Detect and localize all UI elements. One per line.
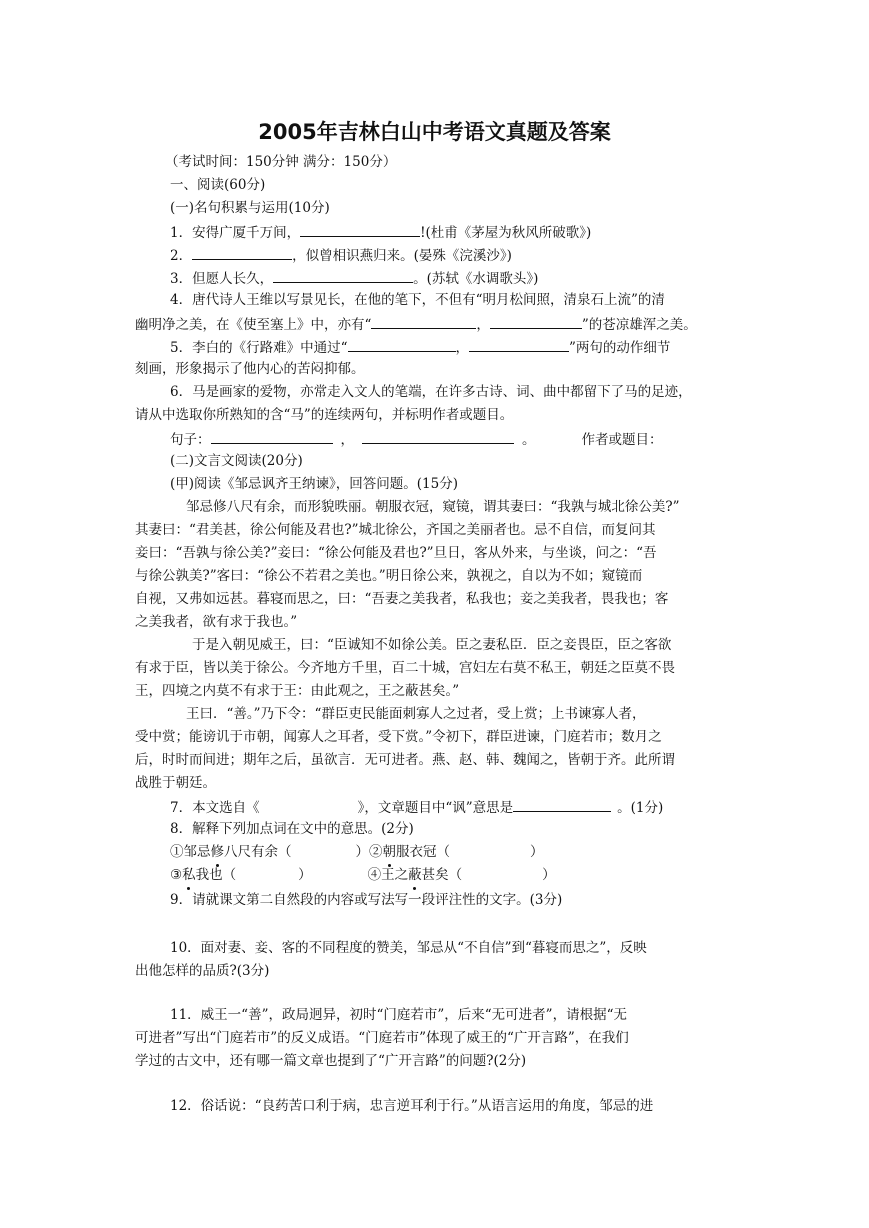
question-4-line-1: 4．唐代诗人王维以写景见长，在他的笔下，不但有“明月松间照，清泉石上流”的清: [170, 292, 665, 308]
answer-blank[interactable]: [348, 336, 456, 352]
exam-info: （考试时间：150分钟 满分：150分）: [165, 154, 397, 170]
dotted-word: 私: [182, 867, 196, 883]
answer-blank[interactable]: [362, 428, 514, 444]
question-8-items-row-1: [170, 842, 544, 862]
question-8-items-row-2: [170, 865, 556, 885]
passage-p3-line: 战胜于朝廷。: [135, 775, 216, 791]
document-title: 2005年吉林白山中考语文真题及答案: [258, 120, 611, 144]
passage-p1-line: 邹忌修八尺有余，而形貌昳丽。朝服衣冠，窥镜，谓其妻曰：“我孰与城北徐公美?”: [186, 499, 680, 515]
passage-p2-line: 于是入朝见威王，曰：“臣诚知不如徐公美。臣之妻私臣．臣之妾畏臣，臣之客欲: [192, 637, 672, 653]
question-10-line-1: 10．面对妻、妾、客的不同程度的赞美，邹忌从“不自信”到“暮寝而思之”，反映: [170, 940, 647, 956]
answer-blank[interactable]: [513, 796, 611, 812]
question-3-source: 。(苏轼《水调歌头》): [413, 271, 539, 287]
answer-blank[interactable]: [371, 313, 476, 329]
item-3-text: 我也（: [195, 867, 237, 883]
item-3-prefix: ③: [170, 867, 183, 883]
question-2: [170, 244, 512, 266]
question-6-line-1: 6．马是画家的爱物，亦常走入文人的笔端，在许多古诗、词、曲中都留下了马的足迹，: [170, 384, 692, 400]
item-2-close: ）: [530, 844, 544, 860]
question-8-stem: 8．解释下列加点词在文中的意思。(2分): [170, 821, 414, 837]
question-5-text: 5．李白的《行路难》中通过“: [170, 340, 348, 356]
question-7-text-mid: 》，文章题目中“讽”意思是: [357, 800, 514, 816]
question-4-line-2: [135, 313, 697, 335]
question-2-number: 2．: [170, 248, 193, 264]
question-7: [170, 796, 663, 818]
passage-p1-line: 之美我者，欲有求于我也。”: [135, 614, 298, 630]
passage-p3-line: 王曰．“善。”乃下令：“群臣吏民能面刺寡人之过者，受上赏；上书谏寡人者，: [186, 706, 646, 722]
subsection-heading-quotes: (一)名句积累与运用(10分): [170, 200, 330, 216]
question-6-line-2: 请从中选取你所熟知的含“马”的连续两句，并标明作者或题目。: [135, 407, 514, 423]
question-7-text: 7．本文选自《: [170, 800, 260, 816]
answer-blank[interactable]: [300, 221, 420, 237]
question-10-line-2: 出他怎样的品质?(3分): [135, 963, 270, 979]
passage-p1-line: 与徐公孰美?”客曰：“徐公不若君之美也。”明日徐公来，孰视之，自以为不如；窥镜而: [135, 568, 643, 584]
question-3: [170, 267, 538, 289]
comma: ，: [476, 317, 490, 333]
item-4-close: ）: [542, 867, 556, 883]
item-1-close: ）②: [355, 844, 383, 860]
passage-p2-line: 王，四境之内莫不有求于王：由此观之，王之蔽甚矣。”: [135, 683, 460, 699]
dotted-word: 修: [210, 844, 224, 860]
question-5-text-end: ”两句的动作细节: [569, 340, 671, 356]
answer-blank[interactable]: [273, 267, 413, 283]
question-9: 9．请就课文第二自然段的内容或写法写一段评注性的文字。(3分): [170, 892, 563, 908]
answer-blank[interactable]: [469, 336, 569, 352]
item-2-text: 服衣冠（: [396, 844, 450, 860]
period: 。: [522, 432, 536, 448]
passage-p1-line: 自视，又弗如远甚。暮寝而思之，曰：“吾妻之美我者，私我也；妾之美我者，畏我也；客: [135, 591, 669, 607]
question-5-line-1: [170, 336, 670, 358]
item-1-prefix: ①邹忌: [170, 844, 211, 860]
question-1-text: 1．安得广厦千万间，: [170, 225, 301, 241]
question-11-line-3: 学过的古文中，还有哪一篇文章也提到了“广开言路”的问题?(2分): [135, 1053, 527, 1069]
dotted-word: 蔽: [408, 867, 422, 883]
item-3-close: ）: [298, 867, 312, 883]
passage-p1-line: 妾曰：“吾孰与徐公美?”妾曰：“徐公何能及君也?”旦日，客从外来，与坐谈，问之：“吾: [135, 545, 657, 561]
passage-p2-line: 有求于臣，皆以美于徐公。今齐地方千里，百二十城，宫妇左右莫不私王，朝廷之臣莫不畏: [135, 660, 675, 676]
section-heading-reading: 一、阅读(60分): [170, 177, 266, 193]
question-1: [170, 221, 591, 243]
item-4-prefix: ④王之: [367, 867, 409, 883]
answer-blank[interactable]: [211, 428, 333, 444]
author-label: 作者或题目：: [581, 432, 663, 448]
question-12: 12．俗话说：“良药苦口利于病，忠言逆耳利于行。”从语言运用的角度，邹忌的进: [170, 1098, 654, 1114]
question-5-line-2: 刻画，形象揭示了他内心的苦闷抑郁。: [135, 361, 365, 377]
sentence-label: 句子：: [170, 432, 211, 448]
question-11-line-1: 11．威王一“善”，政局迥异，初时“门庭若市”，后来“无可进者”，请根据“无: [170, 1007, 627, 1023]
item-4-text: 甚矣（: [421, 867, 463, 883]
answer-blank[interactable]: [490, 313, 582, 329]
answer-blank[interactable]: [192, 244, 292, 260]
passage-p1-line: 其妻曰：“君美甚，徐公何能及君也?”城北徐公，齐国之美丽者也。忌不自信，而复问其: [135, 522, 656, 538]
passage-p3-line: 后，时时而间进；期年之后，虽欲言．无可进者。燕、赵、韩、魏闻之，皆朝于齐。此所谓: [135, 752, 675, 768]
passage-p3-line: 受中赏；能谤讥于市朝，闻寡人之耳者，受下赏。”令初下，群臣进谏，门庭若市；数月之: [135, 729, 662, 745]
dotted-word: 朝: [382, 844, 396, 860]
question-4-text-end: ”的苍凉雄浑之美。: [581, 317, 697, 333]
question-7-score: 。(1分): [617, 800, 664, 816]
question-6-answer-line: [170, 428, 663, 450]
question-2-text: ，似曾相识燕归来。(晏殊《浣溪沙》): [292, 248, 512, 264]
comma: ，: [340, 432, 354, 448]
item-1-text: 八尺有余（: [224, 844, 292, 860]
subsection-heading-classical: (二)文言文阅读(20分): [170, 453, 303, 469]
question-11-line-2: 可进者”写出“门庭若市”的反义成语。“门庭若市”体现了威王的“广开言路”，在我们: [135, 1030, 629, 1046]
comma: ，: [455, 340, 469, 356]
question-1-source: !(杜甫《茅屋为秋风所破歌》): [420, 225, 592, 241]
question-4-text: 幽明净之美，在《使至塞上》中，亦有“: [135, 317, 372, 333]
subsection-a-heading: (甲)阅读《邹忌讽齐王纳谏》，回答问题。(15分): [170, 476, 458, 492]
question-3-text: 3．但愿人长久，: [170, 271, 274, 287]
